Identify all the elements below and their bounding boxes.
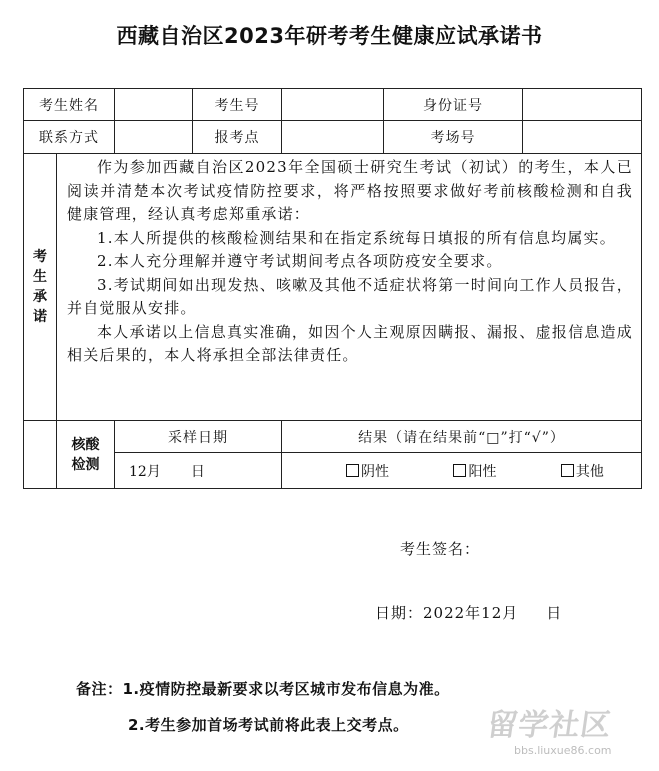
exam-site-label: 报考点 — [193, 121, 282, 154]
pledge-side-label: 考 生 承 诺 — [24, 154, 57, 421]
exam-room-field[interactable] — [523, 121, 642, 154]
checkbox-icon[interactable] — [561, 464, 574, 477]
checkbox-icon[interactable] — [346, 464, 359, 477]
pledge-closing: 本人承诺以上信息真实准确，如因个人主观原因瞒报、漏报、虚报信息造成相关后果的，本人将承担全部法律责任。 — [67, 322, 633, 364]
exam-room-label: 考场号 — [384, 121, 523, 154]
page-title: 西藏自治区2023年研考考生健康应试承诺书 — [116, 24, 543, 48]
contact-label: 联系方式 — [24, 121, 115, 154]
id-card-label: 身份证号 — [384, 89, 523, 121]
name-field[interactable] — [115, 89, 193, 121]
exam-id-field[interactable] — [282, 89, 384, 121]
exam-id-label: 考生号 — [193, 89, 282, 121]
exam-site-field[interactable] — [282, 121, 384, 154]
form-row-contact-info — [24, 121, 642, 154]
name-label: 考生姓名 — [24, 89, 115, 121]
form-row-basic-info — [24, 89, 642, 121]
sampling-date-header: 采样日期 — [115, 421, 282, 453]
pledge-item-1: 1.本人所提供的核酸检测结果和在指定系统每日填报的所有信息均属实。 — [97, 228, 616, 247]
note-1: 备注：1.疫情防控最新要求以考区城市发布信息为准。 — [76, 680, 450, 698]
date-line: 日期：2022年12月 日 — [375, 604, 563, 622]
site-watermark — [485, 700, 653, 766]
checkbox-icon[interactable] — [453, 464, 466, 477]
form-row-test-values — [24, 453, 642, 489]
pledge-form-table — [23, 88, 642, 489]
form-row-test-header — [24, 421, 642, 453]
id-card-field[interactable] — [523, 89, 642, 121]
sampling-date-field[interactable]: 12月 日 — [115, 453, 282, 489]
test-side-blank — [24, 421, 57, 489]
pledge-item-2: 2.本人充分理解并遵守考试期间考点各项防疫安全要求。 — [97, 252, 503, 270]
watermark-logo-text: 留学社区 — [485, 708, 614, 743]
result-header: 结果（请在结果前“□”打“√”） — [282, 421, 642, 453]
note-2: 2.考生参加首场考试前将此表上交考点。 — [128, 716, 409, 734]
signature-label: 考生签名： — [400, 540, 481, 558]
form-row-pledge — [24, 154, 642, 421]
result-options — [282, 453, 642, 489]
pledge-paragraph: 作为参加西藏自治区2023年全国硕士研究生考试（初试）的考生，本人已阅读并清楚本次考试疫情防控要求，将严格按照要求做好考前核酸检测和自我健康管理，经认真考虑郑重承诺： — [67, 158, 633, 223]
pledge-item-3: 3.考试期间如出现发热、咳嗽及其他不适症状将第一时间向工作人员报告，并自觉服从安排。 — [67, 275, 633, 317]
pledge-text — [57, 154, 642, 421]
negative-option[interactable]: 阴性 — [346, 461, 389, 481]
positive-option[interactable]: 阳性 — [453, 461, 496, 481]
contact-field[interactable] — [115, 121, 193, 154]
watermark-url: bbs.liuxue86.com — [514, 744, 612, 757]
other-option[interactable]: 其他 — [561, 461, 604, 481]
nucleic-test-label: 核酸 检测 — [57, 421, 115, 489]
